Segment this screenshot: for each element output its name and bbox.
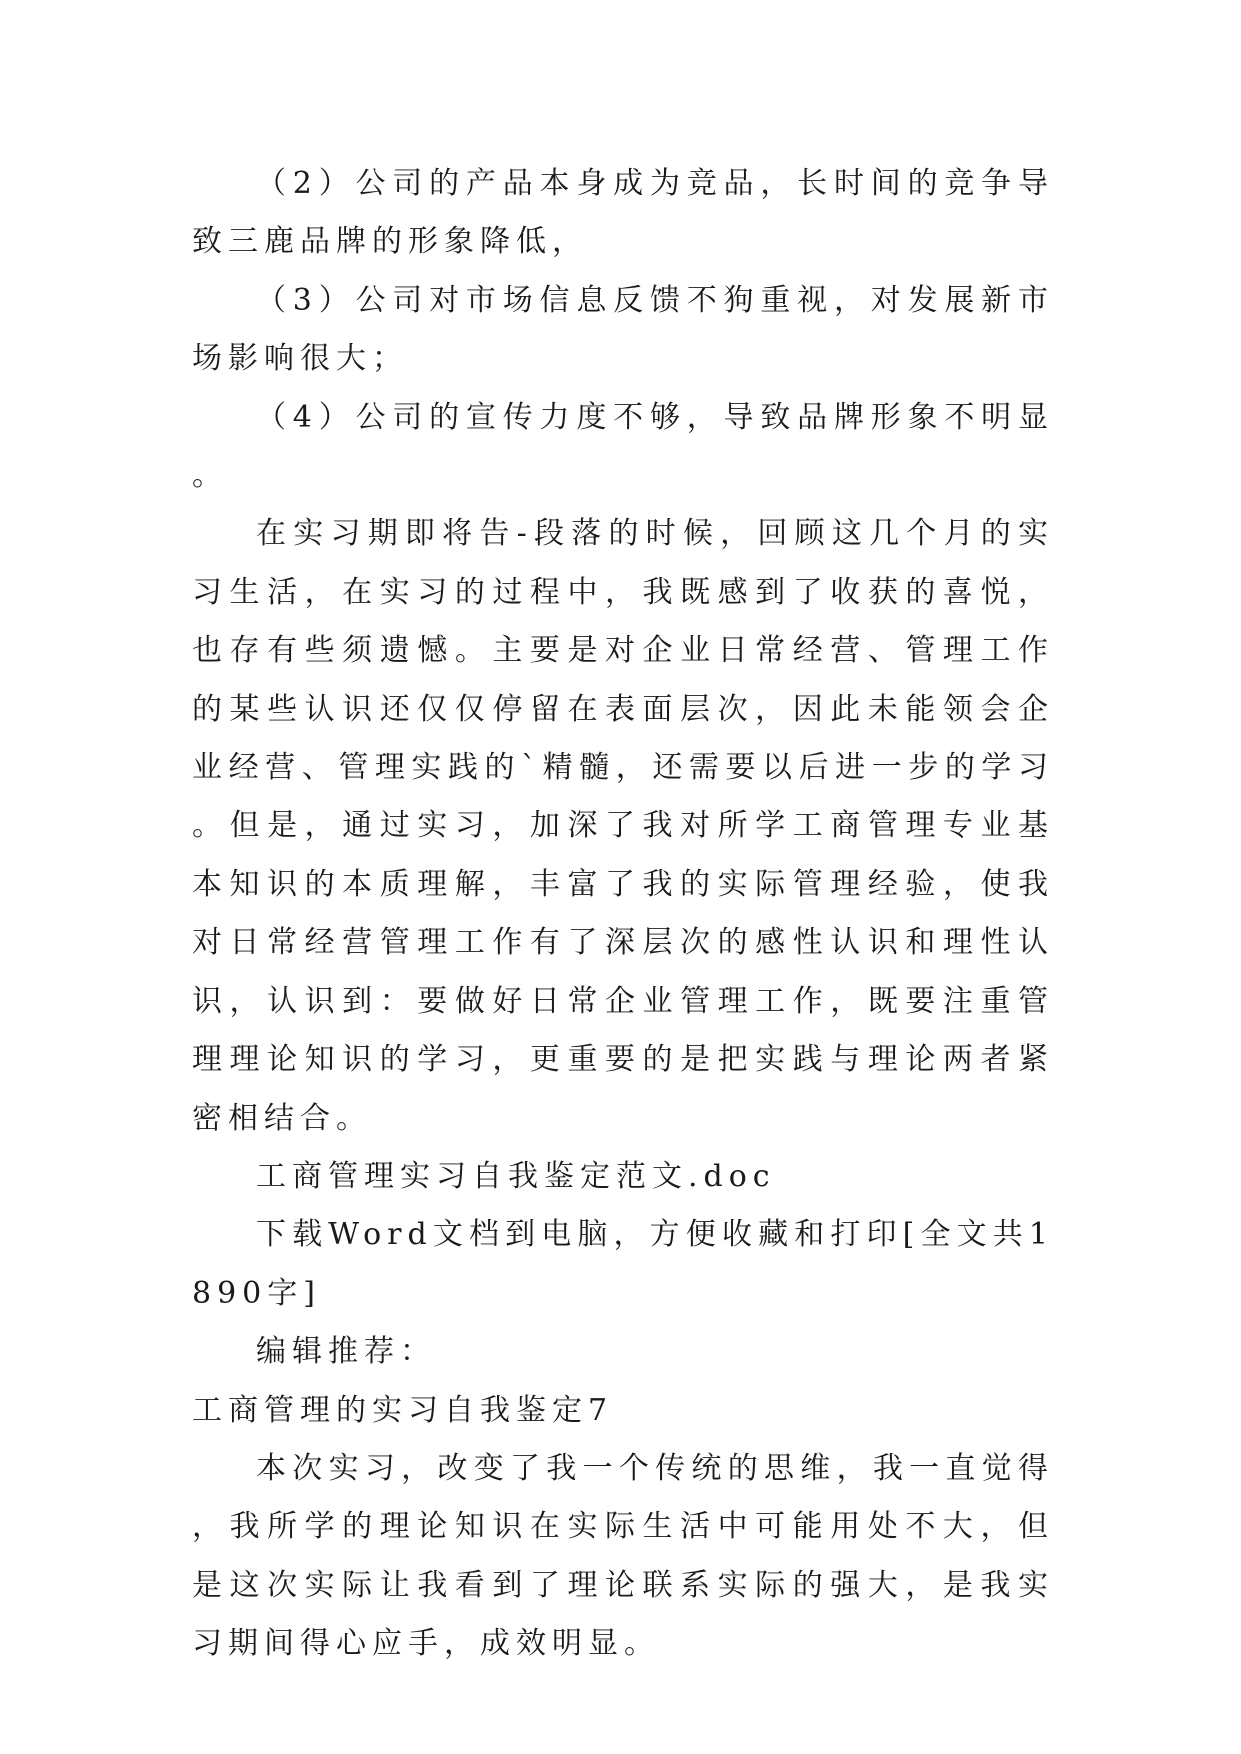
paragraph-internship-reflection: 本次实习，改变了我一个传统的思维，我一直觉得，我所学的理论知识在实际生活中可能用处不大，但是这次实际让我看到了理论联系实际的强大，是我实习期间得心应手，成效明显。 (192, 1450, 1054, 1662)
section-heading: 工商管理的实习自我鉴定7 (192, 1392, 614, 1428)
download-word-link[interactable]: 下载Word文档到电脑，方便收藏和打印[全文共1890字] (192, 1217, 1054, 1311)
paragraph-issue-3: （3）公司对市场信息反馈不狗重视，对发展新市场影响很大； (192, 282, 1054, 377)
document-filename: 工商管理实习自我鉴定范文.doc (256, 1158, 776, 1194)
paragraph-issue-4: （4）公司的宣传力度不够，导致品牌形象不明显。 (192, 399, 1054, 494)
paragraph-internship-summary: 在实习期即将告-段落的时候，回顾这几个月的实习生活，在实习的过程中，我既感到了收获的喜悦，也存有些须遗憾。主要是对企业日常经营、管理工作的某些认识还仅仅停留在表面层次，因此未能领会企业经营、管理实践的`精髓，还需要以后进一步的学习。但是，通过实习，加深了我对所学工商管理专业基本知识的本质理解，丰富了我的实际管理经验，使我对日常经营管理工作有了深层次的感性认识和理性认识，认识到：要做好日常企业管理工作，既要注重管理理论知识的学习，更重要的是把实践与理论两者紧密相结合。 (192, 516, 1054, 1136)
document-page (192, 155, 1054, 1674)
paragraph-issue-2: （2）公司的产品本身成为竞品，长时间的竞争导致三鹿品牌的形象降低， (192, 166, 1054, 260)
editor-recommendation-label: 编辑推荐： (256, 1334, 436, 1370)
